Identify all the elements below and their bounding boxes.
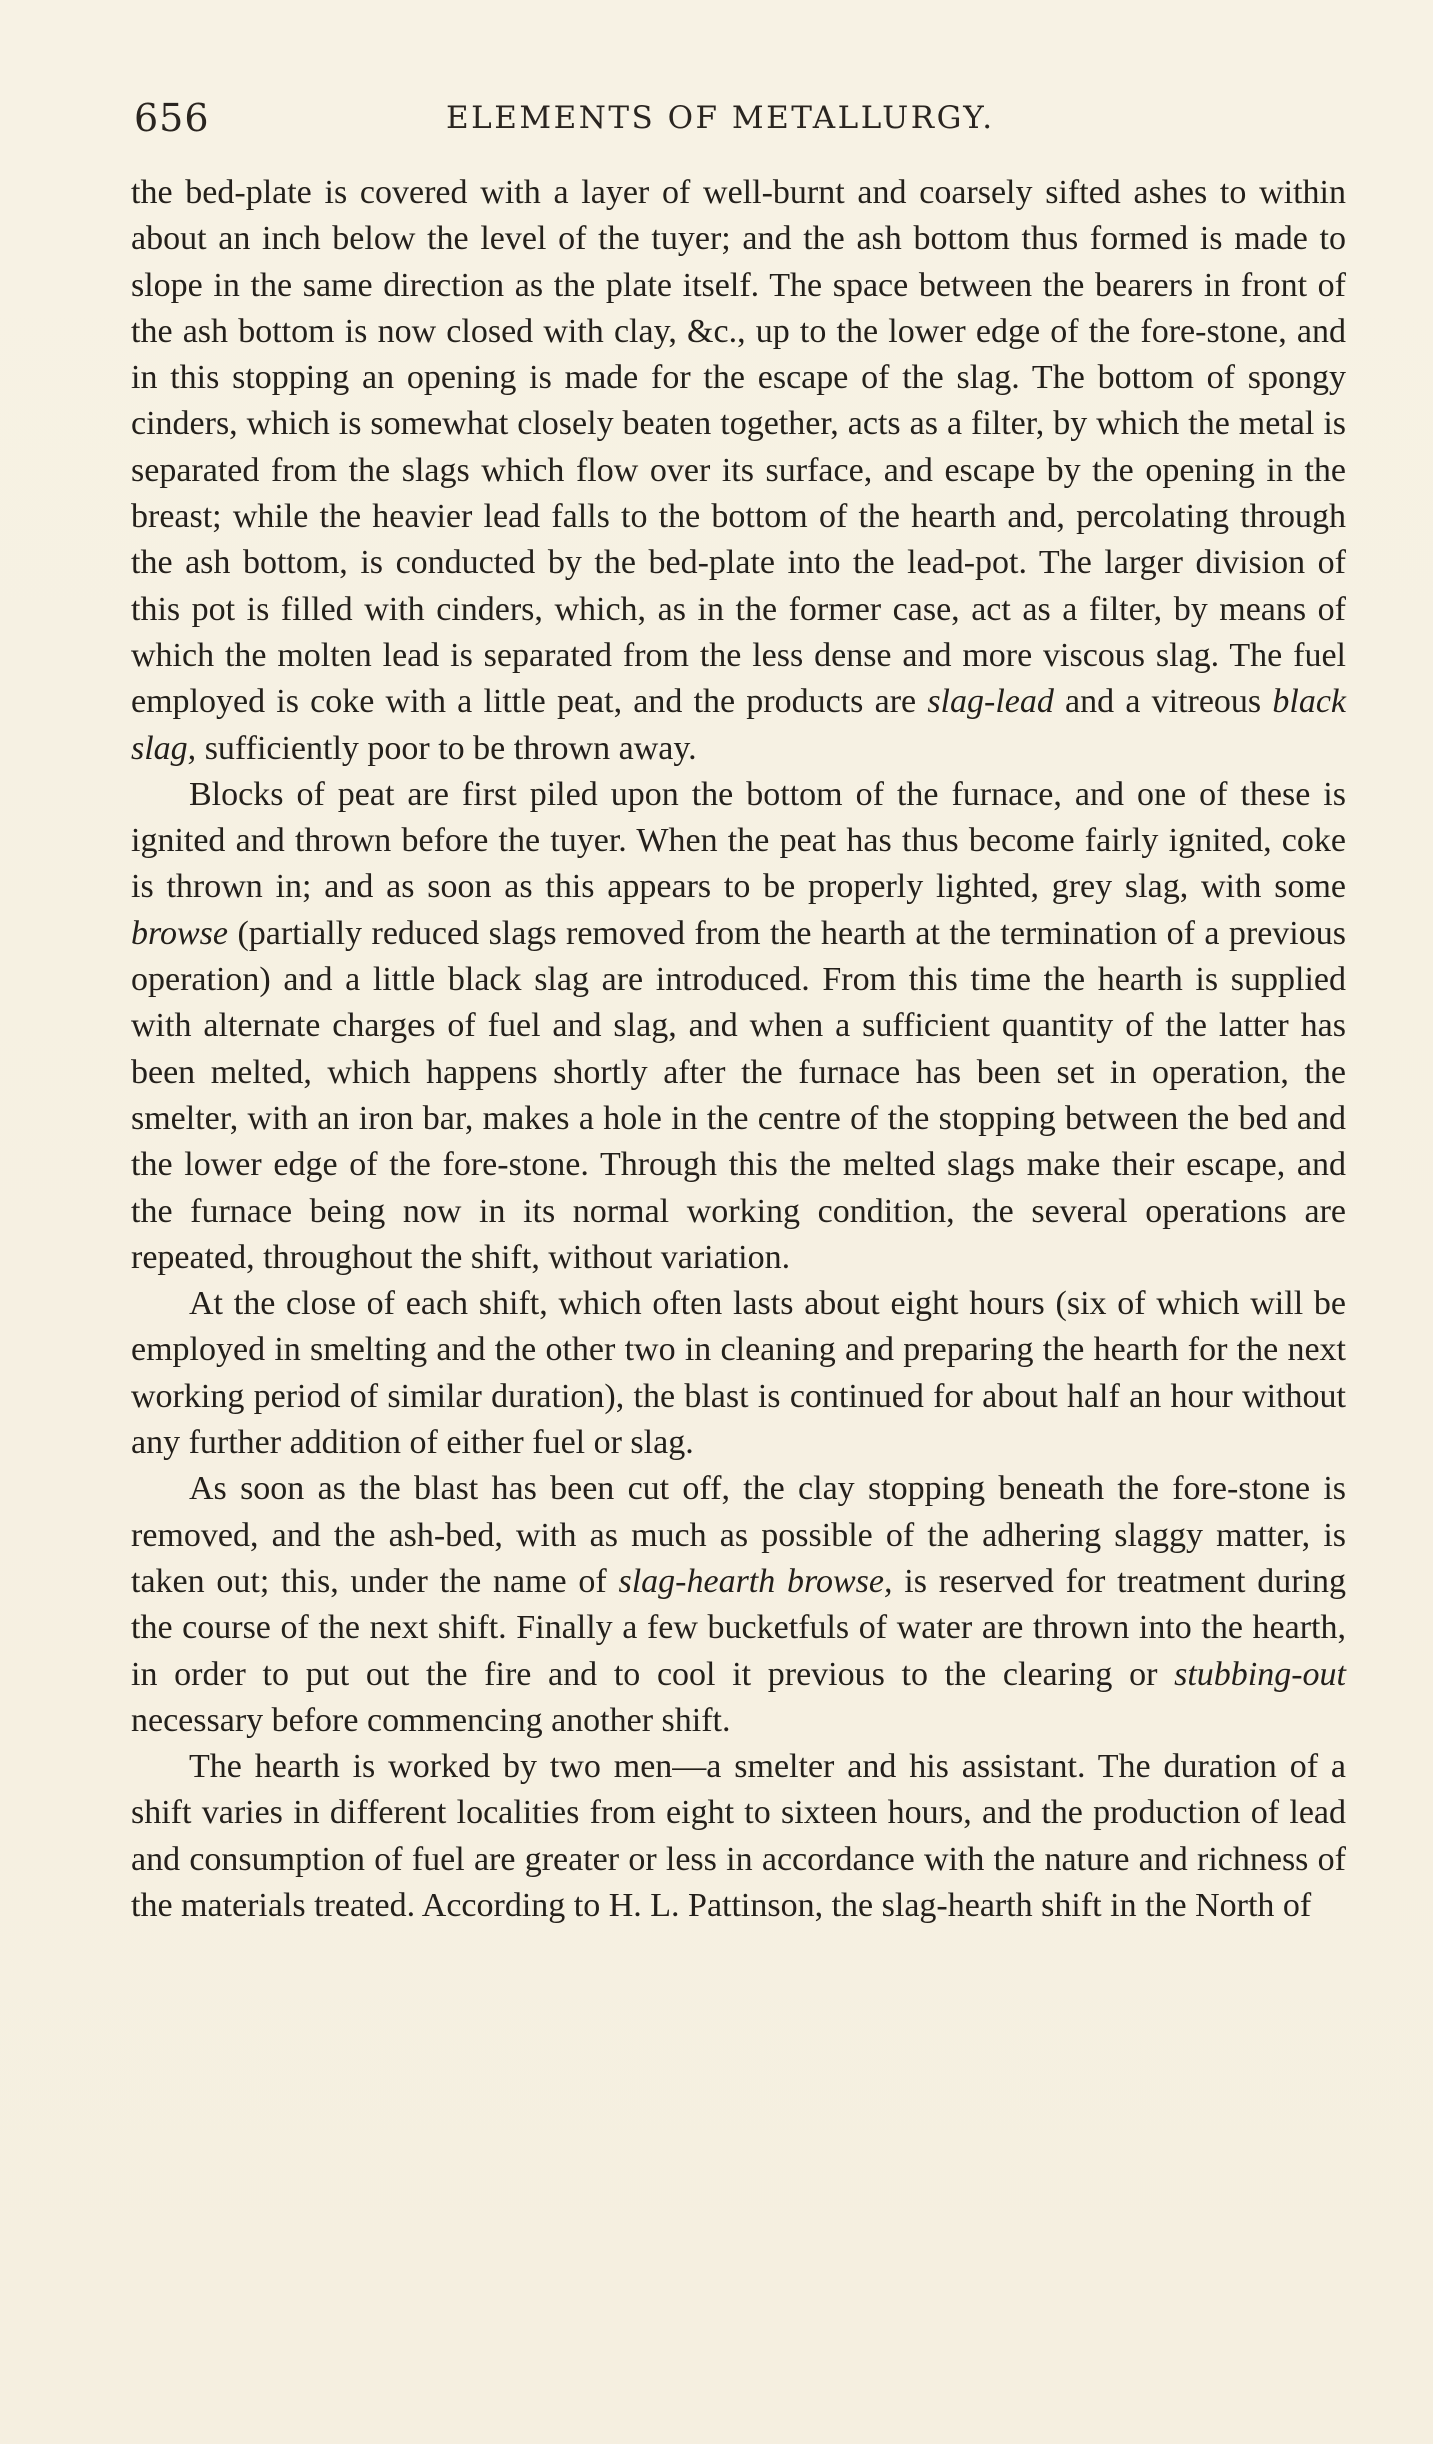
text-span: At the close of each shift, which often lasts about eight hours (six of which will be employed in smelting and the other two in cleaning and preparing the hearth for the next working period of similar duration), the blast is continued for about half an hour without any further addition of either fuel or slag. xyxy=(131,1285,1346,1462)
italic-term: black slag, xyxy=(131,683,1347,767)
text-span: The hearth is worked by two men—a smelter and his assistant. The duration of a shift varies in different localities from eight to sixteen hours, and the production of lead and consumption of fuel are greater or less in accordance with the nature and richness of the materials treated. According to H. L. Pattinson, the slag-hearth shift in the North of xyxy=(131,1748,1346,1924)
italic-term: slag-hearth browse, xyxy=(618,1562,893,1600)
page-number: 656 xyxy=(134,96,210,140)
text-span: necessary before commencing another shift. xyxy=(131,1701,731,1739)
text-span: is reserved for treatment during the course of the next shift. Finally a few bucketfuls of water are thrown into the hearth, in order to put out the fire and to cool it previous to the clearing or xyxy=(131,1562,1346,1693)
paragraph-1 xyxy=(131,170,1346,772)
paragraph-5 xyxy=(131,1744,1346,1929)
italic-term: slag-lead xyxy=(927,683,1054,721)
italic-term: browse xyxy=(131,914,228,952)
page-header xyxy=(134,96,1349,146)
text-span: As soon as the blast has been cut off, the clay stopping beneath the fore-stone is removed, and the ash-bed, with as much as possible of the adhering slaggy matter, is taken out; this, under the name of xyxy=(131,1470,1346,1600)
paragraph-4 xyxy=(131,1466,1346,1744)
running-title: ELEMENTS OF METALLURGY. xyxy=(446,100,995,136)
text-span: (partially reduced slags removed from the hearth at the termination of a previous operation) and a little black slag are introduced. From this time the hearth is supplied with alternate charges of fuel and slag, and when a sufficient quantity of the latter has been melted, which happens shortly after the furnace has been set in operation, the smelter, with an iron bar, makes a hole in the centre of the stopping between the bed and the lower edge of the fore-stone. Through this the melted slags make their escape, and the furnace being now in its normal working condition, the several operations are repeated, throughout the shift, without variation. xyxy=(131,914,1346,1276)
text-span: and a vitreous xyxy=(1053,683,1273,721)
paragraph-3 xyxy=(131,1281,1346,1466)
text-span: Blocks of peat are first piled upon the bottom of the furnace, and one of these is ignited and thrown before the tuyer. When the peat has thus become fairly ignited, coke is thrown in; and as soon as this appears to be properly lighted, grey slag, with some xyxy=(131,775,1346,906)
italic-term: stubbing-out xyxy=(1174,1655,1346,1693)
text-span: the bed-plate is covered with a layer of well-burnt and coarsely sifted ashes to within about an inch below the level of the tuyer; and the ash bottom thus formed is made to slope in the same direction as the plate itself. The space between the bearers in front of the ash bottom is now closed with clay, &c., up to the lower edge of the fore-stone, and in this stopping an opening is made for the escape of the slag. The bottom of spongy cinders, which is somewhat closely beaten together, acts as a filter, by which the metal is separated from the slags which flow over its surface, and escape by the opening in the breast; while the heavier lead falls to the bottom of the hearth and, percolating through the ash bottom, is conducted by the bed-plate into the lead-pot. The larger division of this pot is filled with cinders, which, as in the former case, act as a filter, by means of which the molten lead is separated from the less dense and more viscous slag. The fuel employed is coke with a little peat, and the products are xyxy=(131,174,1346,721)
paragraph-2 xyxy=(131,772,1346,1281)
text-span: sufficiently poor to be thrown away. xyxy=(196,729,697,767)
body-text xyxy=(131,170,1346,1929)
